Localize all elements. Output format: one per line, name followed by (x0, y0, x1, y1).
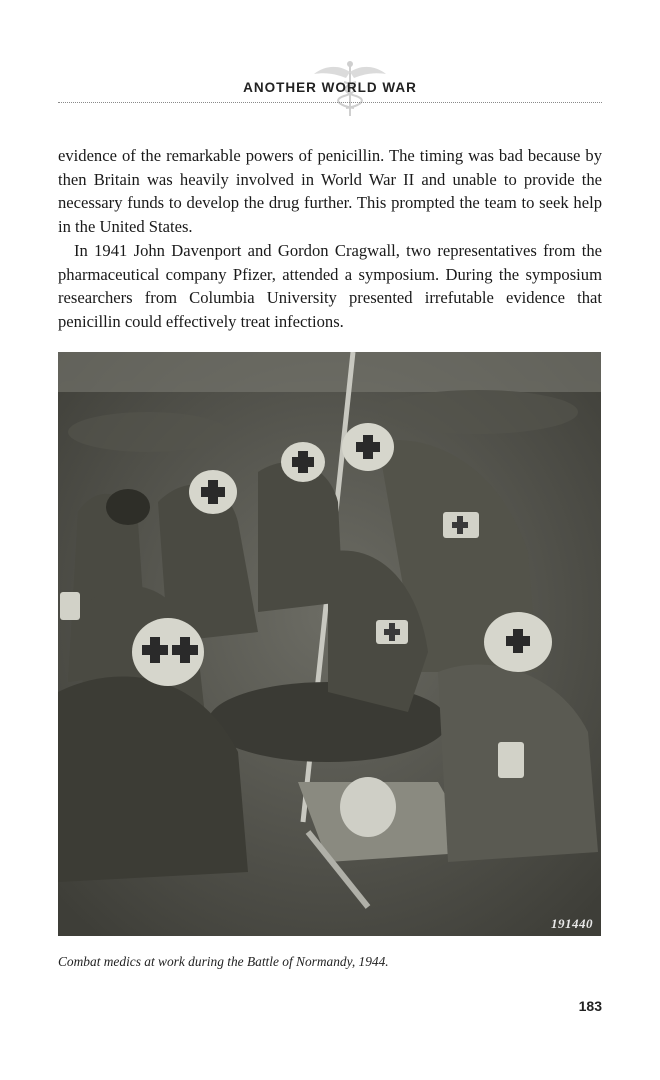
figure-caption: Combat medics at work during the Battle of Normandy, 1944. (58, 954, 389, 969)
photo-number: 191440 (551, 916, 593, 931)
combat-medics-photo (58, 352, 601, 936)
header-divider (58, 102, 602, 103)
photo-illustration (58, 352, 601, 936)
page-header (58, 56, 602, 106)
body-text (58, 144, 602, 334)
body-paragraph: evidence of the remarkable powers of penicillin. The timing was bad because by then Britain was heavily involved in World War II and unable to provide the necessary funds to develop the drug further. This prompted the team to seek help in the United States. (58, 146, 602, 237)
body-paragraph: In 1941 John Davenport and Gordon Cragwall, two representatives from the pharmaceutical company Pfizer, attended a symposium. During the symposium researchers from Columbia University presented irrefutable evidence that penicillin could effectively treat infections. (58, 240, 602, 331)
running-head: ANOTHER WORLD WAR (243, 80, 417, 95)
page-number: 183 (578, 998, 602, 1014)
